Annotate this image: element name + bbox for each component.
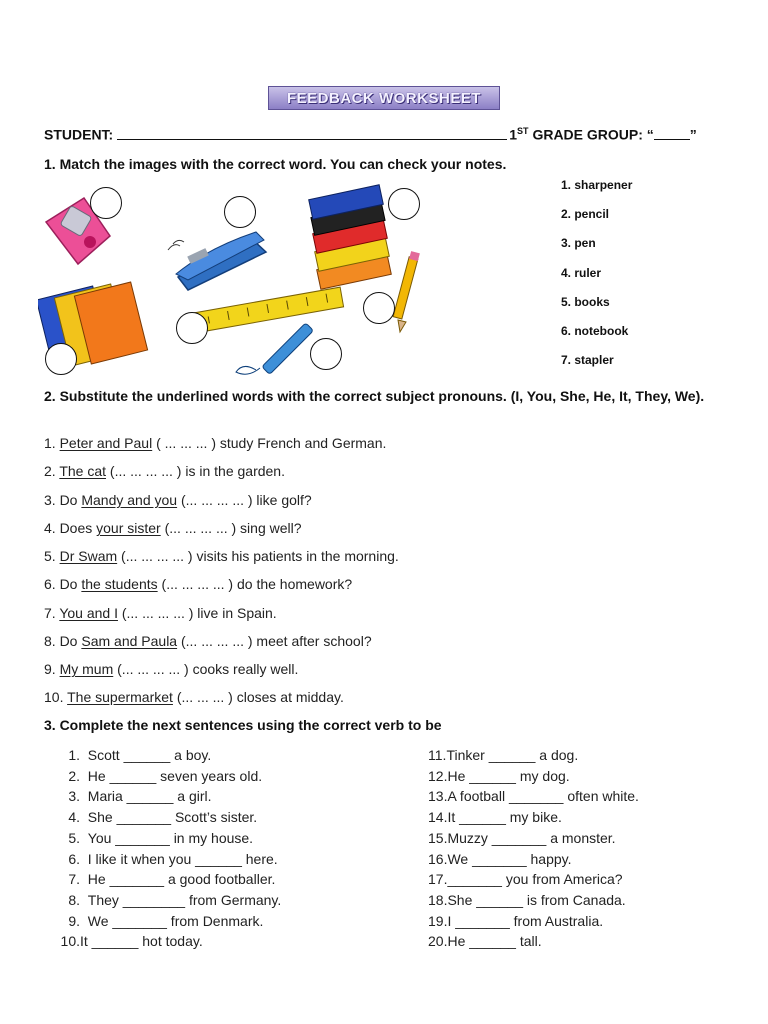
pronoun-item: 3. Do Mandy and you (... ... ... ... ) like golf?	[44, 492, 312, 508]
pronoun-item: 9. My mum (... ... ... ... ) cooks really well.	[44, 661, 299, 677]
verb-item: 11.Tinker ______ a dog.	[428, 747, 579, 763]
verb-item: 15.Muzzy _______ a monster.	[428, 829, 616, 846]
verb-item: 14.It ______ my bike.	[428, 809, 562, 826]
student-line	[44, 126, 724, 143]
pronoun-item: 7. You and I (... ... ... ... ) live in Spain.	[44, 605, 277, 621]
pronoun-item: 2. The cat (... ... ... ... ) is in the garden.	[44, 463, 285, 479]
verb-item: 10.It ______ hot today.	[60, 933, 203, 950]
verb-item: 13.A football _______ often white.	[428, 788, 639, 805]
pronoun-item: 8. Do Sam and Paula (... ... ... ... ) meet after school?	[44, 633, 372, 649]
verb-item: 7. He _______ a good footballer.	[68, 871, 276, 888]
grade-superscript: ST	[517, 126, 529, 136]
word-item: 6. notebook	[561, 323, 629, 338]
answer-circle-5[interactable]	[176, 312, 208, 344]
verb-item: 2. He ______ seven years old.	[68, 767, 263, 784]
word-item: 5. books	[561, 294, 610, 309]
verb-item: 20.He ______ tall.	[428, 933, 542, 950]
section1-word-list	[561, 178, 632, 382]
verb-item: 6. I like it when you ______ here.	[68, 850, 278, 867]
verb-item: 4. She _______ Scott’s sister.	[68, 809, 258, 826]
answer-circle-3[interactable]	[388, 188, 420, 220]
verb-item: 9. We _______ from Denmark.	[68, 912, 264, 929]
answer-circle-6[interactable]	[310, 338, 342, 370]
answer-circle-2[interactable]	[224, 196, 256, 228]
grade-group-close: ”	[689, 126, 697, 143]
ruler-icon	[192, 287, 343, 333]
pronoun-item: 4. Does your sister (... ... ... ... ) sing well?	[44, 520, 302, 536]
word-item: 7. stapler	[561, 353, 614, 368]
verb-item: 12.He ______ my dog.	[428, 767, 570, 784]
pronoun-item: 6. Do the students (... ... ... ... ) do the homework?	[44, 576, 353, 592]
word-item: 2. pencil	[561, 207, 610, 222]
verb-item: 3. Maria ______ a girl.	[68, 788, 212, 805]
section2-heading: 2. Substitute the underlined words with the correct subject pronouns. (I, You, She, He, It, They, We).	[44, 388, 705, 404]
grade-group-label: GRADE GROUP: “	[532, 126, 654, 143]
pencil-icon	[393, 251, 420, 332]
student-label: STUDENT:	[44, 126, 114, 143]
grade-group-blank	[654, 127, 690, 140]
worksheet-title: FEEDBACK WORKSHEET	[268, 86, 500, 110]
verb-item: 8. They ________ from Germany.	[68, 891, 282, 908]
section1-heading: 1. Match the images with the correct word. You can check your notes.	[44, 156, 507, 172]
student-name-blank	[117, 127, 507, 140]
word-item: 1. sharpener	[561, 178, 633, 192]
pronoun-item: 10. The supermarket (... ... ... ) closes at midday.	[44, 689, 344, 705]
verb-item: 19.I _______ from Australia.	[428, 912, 604, 929]
section3-heading: 3. Complete the next sentences using the correct verb to be	[44, 717, 442, 733]
verb-item: 5. You _______ in my house.	[68, 829, 254, 846]
grade-number: 1	[509, 126, 518, 143]
answer-circle-1[interactable]	[90, 187, 122, 219]
pronoun-item: 5. Dr Swam (... ... ... ... ) visits his patients in the morning.	[44, 548, 399, 564]
verb-item: 17._______ you from America?	[428, 871, 623, 888]
stapler-icon	[168, 232, 266, 290]
verb-item: 1. Scott ______ a boy.	[68, 747, 212, 763]
pronoun-item: 1. Peter and Paul ( ... ... ... ) study French and German.	[44, 435, 387, 451]
answer-circle-4[interactable]	[363, 292, 395, 324]
word-item: 3. pen	[561, 236, 596, 251]
books-icon	[309, 185, 392, 290]
verb-item: 16.We _______ happy.	[428, 850, 572, 867]
answer-circle-7[interactable]	[45, 343, 77, 375]
word-item: 4. ruler	[561, 265, 602, 280]
pen-icon	[236, 323, 313, 375]
verb-item: 18.She ______ is from Canada.	[428, 891, 626, 908]
